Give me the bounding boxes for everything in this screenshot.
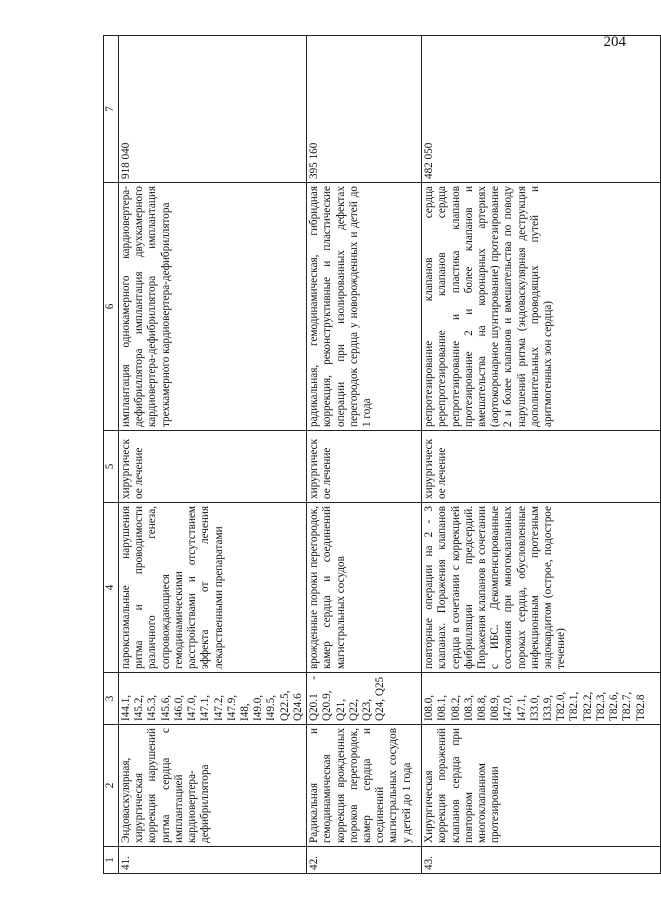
treatment-method: радикальная, гемодинамическая, гибридная коррекция, реконструктивные и пластические операции при изолированных дефектах перегородок сердца у новорожденных и детей до 1 года	[307, 183, 422, 431]
service-name: Эндоваскулярная, хирургическая коррекция нарушений ритма сердца с имплантацией кардиовертера-дефибриллятора	[119, 725, 307, 847]
row-number: 41.	[119, 847, 307, 874]
header-row	[104, 36, 119, 874]
treatment-method: имплантация однокамерного кардиовертера-дефибриллятора имплантация двухкамерного кардиовертера-дефибриллятора имплантация трехкамерного кардиовертера-дефибриллятора	[119, 183, 307, 431]
diagnosis: пароксизмальные нарушения ритма и проводимости различного генеза, сопровождающиеся гемодинамическими расстройствами и отсутствием эффекта от лечения лекарственными препаратами	[119, 503, 307, 673]
icd-codes: Q20.1 - Q20.9, Q21, Q22, Q23, Q24, Q25	[307, 673, 422, 725]
services-table	[103, 35, 661, 874]
header-cell: 2	[104, 725, 119, 847]
header-cell: 5	[104, 431, 119, 503]
header-cell: 6	[104, 183, 119, 431]
cost: 395 160	[307, 36, 422, 183]
icd-codes: I08.0, I08.1, I08.2, I08.3, I08.8, I08.9, I47.0, I47.1, I33.0, I33.9, T82.0, T82.1, T82.2, T82.3, T82.6, T82.7, T82.8	[422, 673, 661, 725]
treatment-type: хирургическое лечение	[422, 431, 661, 503]
header-cell: 3	[104, 673, 119, 725]
service-name: Хирургическая коррекция поражений клапанов сердца при повторном многоклапанном протезировании	[422, 725, 661, 847]
cost: 482 050	[422, 36, 661, 183]
treatment-type: хирургическое лечение	[307, 431, 422, 503]
table-row	[422, 36, 661, 874]
cost: 918 040	[119, 36, 307, 183]
diagnosis: врожденные пороки перегородок, камер сердца и соединений магистральных сосудов	[307, 503, 422, 673]
treatment-method: репротезирование клапанов сердца ререпротезирование клапанов сердца репротезирование и пластика клапанов протезирование 2 и более клапанов и вмешательства на коронарных артериях (аортокоронарное шунтирование) протезирование 2 и более клапанов и вмешательства по поводу нарушений ритма (эндоваскулярная деструкция дополнительных проводящих путей и аритмогенных зон сердца)	[422, 183, 661, 431]
header-cell: 1	[104, 847, 119, 874]
row-number: 43.	[422, 847, 661, 874]
service-name: Радикальная и гемодинамическая коррекция врожденных пороков перегородок, камер сердца и соединений магистральных сосудов у детей до 1 года	[307, 725, 422, 847]
page-number: 204	[603, 34, 626, 50]
icd-codes: I44.1, I45.2, I45.3, I45.6, I46.0, I47.0, I47.1, I47.2, I47.9, I48, I49.0, I49.5, Q22.5, Q24.6	[119, 673, 307, 725]
header-cell: 7	[104, 36, 119, 183]
header-cell: 4	[104, 503, 119, 673]
table-row	[119, 36, 307, 874]
row-number: 42.	[307, 847, 422, 874]
diagnosis: повторные операции на 2 - 3 клапанах. Поражения клапанов сердца в сочетании с коррекцией фибрилляции предсердий. Поражения клапанов в сочетании с ИБС. Декомпенсированные состояния при многоклапанных пороках сердца, обусловленные инфекционным протезным эндокардитом (острое, подострое течение)	[422, 503, 661, 673]
table-row	[307, 36, 422, 874]
treatment-type: хирургическое лечение	[119, 431, 307, 503]
